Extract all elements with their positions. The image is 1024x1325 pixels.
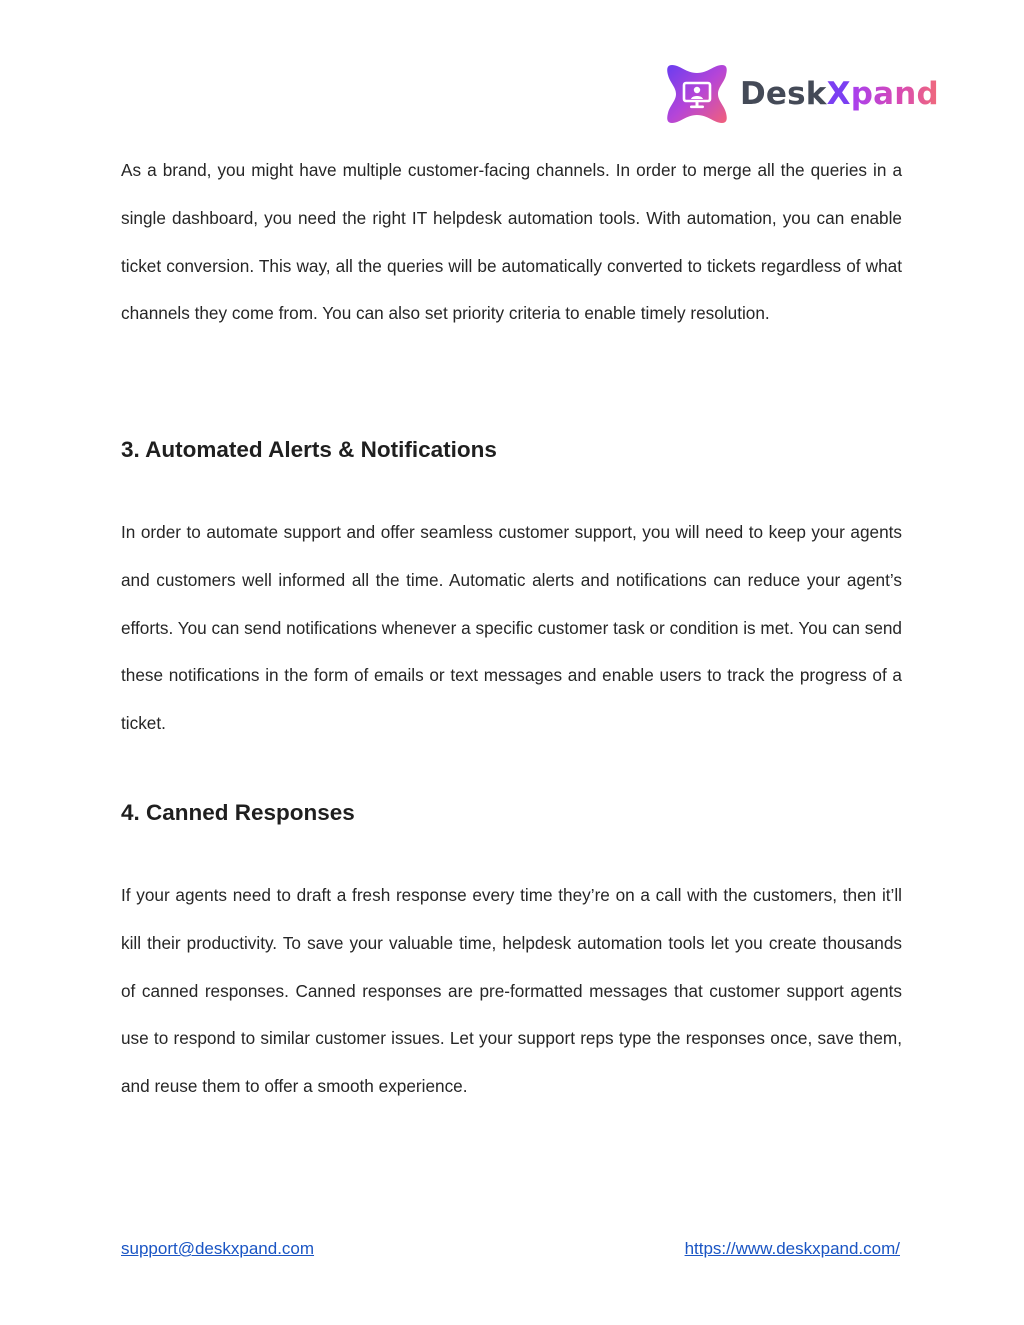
logo-text-x: X xyxy=(826,75,851,112)
brand-wordmark xyxy=(740,75,939,112)
monitor-person-icon xyxy=(664,61,730,127)
logo-text-desk: Desk xyxy=(740,75,827,112)
logo-text-pand: pand xyxy=(850,75,939,112)
intro-paragraph: As a brand, you might have multiple customer-facing channels. In order to merge all the queries in a single dashboard, you need the right IT helpdesk automation tools. With automation, you can enable ticket conversion. This way, all the queries will be automatically converted to tickets regardless of what channels they come from. You can also set priority criteria to enable timely resolution. xyxy=(121,160,902,324)
section-heading-alerts: 3. Automated Alerts & Notifications xyxy=(121,437,497,462)
section-paragraph-alerts: In order to automate support and offer seamless customer support, you will need to keep your agents and customers well informed all the time. Automatic alerts and notifications can reduce your agent’s efforts. You can send notifications whenever a specific customer task or condition is met. You can send these notifications in the form of emails or text messages and enable users to track the progress of a ticket. xyxy=(121,522,902,734)
section-paragraph-canned-responses: If your agents need to draft a fresh response every time they’re on a call with the customers, then it’ll kill their productivity. To save your valuable time, helpdesk automation tools let you create thousands of canned responses. Canned responses are pre-formatted messages that customer support agents use to respond to similar customer issues. Let your support reps type the responses once, save them, and reuse them to offer a smooth experience. xyxy=(121,885,902,1097)
footer-website-link[interactable]: https://www.deskxpand.com/ xyxy=(684,1239,900,1258)
section-heading-canned-responses: 4. Canned Responses xyxy=(121,800,355,825)
footer-email-link[interactable]: support@deskxpand.com xyxy=(121,1239,315,1258)
brand-logo xyxy=(664,60,939,128)
